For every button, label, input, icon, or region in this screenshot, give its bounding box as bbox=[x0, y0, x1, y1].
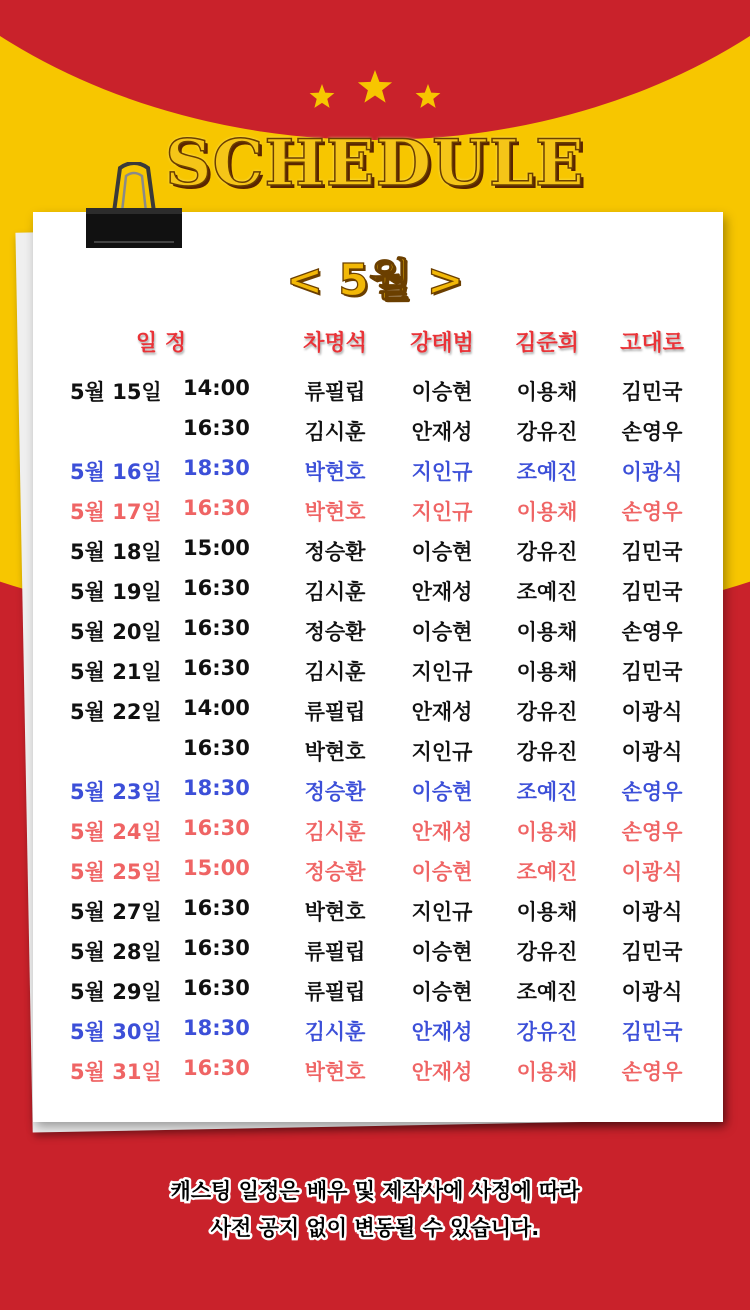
cast-c-cell: 강유진 bbox=[516, 700, 578, 724]
schedule-row bbox=[0, 1050, 750, 1090]
notice-line-2: 사전 공지 없이 변동될 수 있습니다. bbox=[210, 1216, 540, 1240]
header-role-d: 고대로 bbox=[620, 331, 684, 356]
cast-a-cell: 류필립 bbox=[304, 380, 366, 404]
cast-b-cell: 지인규 bbox=[411, 460, 473, 484]
schedule-row bbox=[0, 610, 750, 650]
time-cell: 16:30 bbox=[183, 656, 250, 680]
schedule-row bbox=[0, 570, 750, 610]
header-role-c: 김준희 bbox=[515, 331, 579, 356]
cast-a-cell: 정승환 bbox=[304, 780, 366, 804]
cast-c-cell: 이용채 bbox=[516, 660, 578, 684]
schedule-row bbox=[0, 530, 750, 570]
cast-a-cell: 박현호 bbox=[304, 460, 366, 484]
cast-d-cell: 김민국 bbox=[621, 1020, 683, 1044]
cast-a-cell: 류필립 bbox=[304, 940, 366, 964]
date-cell: 5월 23일 bbox=[70, 780, 162, 804]
cast-b-cell: 이승현 bbox=[411, 860, 473, 884]
cast-a-cell: 정승환 bbox=[304, 860, 366, 884]
cast-c-cell: 강유진 bbox=[516, 740, 578, 764]
cast-a-cell: 정승환 bbox=[304, 620, 366, 644]
date-cell: 5월 27일 bbox=[70, 900, 162, 924]
cast-c-cell: 이용채 bbox=[516, 620, 578, 644]
header-role-b: 강태범 bbox=[410, 331, 474, 356]
cast-a-cell: 정승환 bbox=[304, 540, 366, 564]
schedule-row bbox=[0, 490, 750, 530]
cast-b-cell: 지인규 bbox=[411, 740, 473, 764]
cast-b-cell: 이승현 bbox=[411, 980, 473, 1004]
star-icon bbox=[416, 84, 441, 108]
time-cell: 18:30 bbox=[183, 456, 250, 480]
cast-b-cell: 이승현 bbox=[411, 380, 473, 404]
cast-c-cell: 이용채 bbox=[516, 820, 578, 844]
time-cell: 16:30 bbox=[183, 976, 250, 1000]
schedule-row bbox=[0, 930, 750, 970]
time-cell: 16:30 bbox=[183, 496, 250, 520]
cast-c-cell: 강유진 bbox=[516, 1020, 578, 1044]
cast-a-cell: 박현호 bbox=[304, 740, 366, 764]
date-cell: 5월 18일 bbox=[70, 540, 162, 564]
cast-b-cell: 안재성 bbox=[411, 820, 473, 844]
time-cell: 16:30 bbox=[183, 736, 250, 760]
schedule-row bbox=[0, 970, 750, 1010]
date-cell: 5월 17일 bbox=[70, 500, 162, 524]
cast-c-cell: 이용채 bbox=[516, 900, 578, 924]
cast-b-cell: 지인규 bbox=[411, 900, 473, 924]
time-cell: 16:30 bbox=[183, 816, 250, 840]
star-icon bbox=[310, 84, 335, 108]
cast-d-cell: 김민국 bbox=[621, 380, 683, 404]
time-cell: 16:30 bbox=[183, 616, 250, 640]
cast-d-cell: 손영우 bbox=[621, 780, 683, 804]
schedule-row bbox=[0, 770, 750, 810]
cast-a-cell: 박현호 bbox=[304, 900, 366, 924]
date-cell: 5월 24일 bbox=[70, 820, 162, 844]
binder-clip-icon bbox=[84, 162, 184, 254]
cast-b-cell: 지인규 bbox=[411, 660, 473, 684]
time-cell: 16:30 bbox=[183, 936, 250, 960]
cast-c-cell: 강유진 bbox=[516, 940, 578, 964]
cast-d-cell: 이광식 bbox=[621, 460, 683, 484]
date-cell: 5월 29일 bbox=[70, 980, 162, 1004]
date-cell: 5월 31일 bbox=[70, 1060, 162, 1084]
cast-b-cell: 이승현 bbox=[411, 620, 473, 644]
cast-b-cell: 이승현 bbox=[411, 780, 473, 804]
month-label: < 5월 > bbox=[286, 255, 464, 306]
time-cell: 15:00 bbox=[183, 856, 250, 880]
cast-c-cell: 강유진 bbox=[516, 420, 578, 444]
schedule-row bbox=[0, 370, 750, 410]
notice-line-1: 캐스팅 일정은 배우 및 제작사에 사정에 따라 bbox=[170, 1179, 580, 1203]
time-cell: 16:30 bbox=[183, 1056, 250, 1080]
time-cell: 18:30 bbox=[183, 1016, 250, 1040]
cast-d-cell: 김민국 bbox=[621, 940, 683, 964]
cast-a-cell: 류필립 bbox=[304, 980, 366, 1004]
cast-d-cell: 손영우 bbox=[621, 620, 683, 644]
schedule-row bbox=[0, 890, 750, 930]
cast-c-cell: 조예진 bbox=[516, 860, 578, 884]
cast-b-cell: 이승현 bbox=[411, 540, 473, 564]
date-cell: 5월 25일 bbox=[70, 860, 162, 884]
header-role-a: 차명석 bbox=[303, 331, 367, 356]
schedule-row bbox=[0, 730, 750, 770]
cast-c-cell: 이용채 bbox=[516, 1060, 578, 1084]
cast-d-cell: 손영우 bbox=[621, 820, 683, 844]
cast-a-cell: 박현호 bbox=[304, 1060, 366, 1084]
cast-d-cell: 이광식 bbox=[621, 740, 683, 764]
cast-c-cell: 조예진 bbox=[516, 980, 578, 1004]
cast-d-cell: 김민국 bbox=[621, 660, 683, 684]
date-cell: 5월 16일 bbox=[70, 460, 162, 484]
schedule-row bbox=[0, 810, 750, 850]
cast-b-cell: 안재성 bbox=[411, 1020, 473, 1044]
cast-d-cell: 이광식 bbox=[621, 700, 683, 724]
cast-d-cell: 이광식 bbox=[621, 980, 683, 1004]
cast-a-cell: 류필립 bbox=[304, 700, 366, 724]
cast-c-cell: 조예진 bbox=[516, 780, 578, 804]
cast-c-cell: 강유진 bbox=[516, 540, 578, 564]
date-cell: 5월 21일 bbox=[70, 660, 162, 684]
time-cell: 16:30 bbox=[183, 416, 250, 440]
cast-b-cell: 안재성 bbox=[411, 420, 473, 444]
schedule-row bbox=[0, 690, 750, 730]
cast-a-cell: 김시훈 bbox=[304, 420, 366, 444]
cast-b-cell: 이승현 bbox=[411, 940, 473, 964]
cast-a-cell: 김시훈 bbox=[304, 820, 366, 844]
cast-b-cell: 안재성 bbox=[411, 700, 473, 724]
date-cell: 5월 19일 bbox=[70, 580, 162, 604]
date-cell: 5월 28일 bbox=[70, 940, 162, 964]
stars-decoration bbox=[300, 68, 450, 118]
time-cell: 14:00 bbox=[183, 376, 250, 400]
cast-a-cell: 김시훈 bbox=[304, 1020, 366, 1044]
date-cell: 5월 15일 bbox=[70, 380, 162, 404]
cast-c-cell: 조예진 bbox=[516, 580, 578, 604]
cast-d-cell: 김민국 bbox=[621, 540, 683, 564]
star-icon bbox=[358, 70, 392, 103]
cast-d-cell: 손영우 bbox=[621, 500, 683, 524]
cast-d-cell: 손영우 bbox=[621, 1060, 683, 1084]
schedule-row bbox=[0, 1010, 750, 1050]
cast-a-cell: 김시훈 bbox=[304, 580, 366, 604]
cast-a-cell: 김시훈 bbox=[304, 660, 366, 684]
date-cell: 5월 22일 bbox=[70, 700, 162, 724]
cast-d-cell: 이광식 bbox=[621, 900, 683, 924]
cast-c-cell: 조예진 bbox=[516, 460, 578, 484]
schedule-row bbox=[0, 650, 750, 690]
cast-d-cell: 손영우 bbox=[621, 420, 683, 444]
cast-a-cell: 박현호 bbox=[304, 500, 366, 524]
cast-d-cell: 이광식 bbox=[621, 860, 683, 884]
cast-c-cell: 이용채 bbox=[516, 500, 578, 524]
cast-c-cell: 이용채 bbox=[516, 380, 578, 404]
time-cell: 15:00 bbox=[183, 536, 250, 560]
cast-b-cell: 지인규 bbox=[411, 500, 473, 524]
time-cell: 16:30 bbox=[183, 896, 250, 920]
time-cell: 14:00 bbox=[183, 696, 250, 720]
date-cell: 5월 20일 bbox=[70, 620, 162, 644]
page-title: SCHEDULE bbox=[165, 126, 585, 201]
cast-b-cell: 안재성 bbox=[411, 1060, 473, 1084]
schedule-row bbox=[0, 450, 750, 490]
cast-b-cell: 안재성 bbox=[411, 580, 473, 604]
date-cell: 5월 30일 bbox=[70, 1020, 162, 1044]
cast-d-cell: 김민국 bbox=[621, 580, 683, 604]
schedule-row bbox=[0, 850, 750, 890]
header-schedule: 일 정 bbox=[135, 331, 187, 356]
schedule-row bbox=[0, 410, 750, 450]
time-cell: 16:30 bbox=[183, 576, 250, 600]
time-cell: 18:30 bbox=[183, 776, 250, 800]
